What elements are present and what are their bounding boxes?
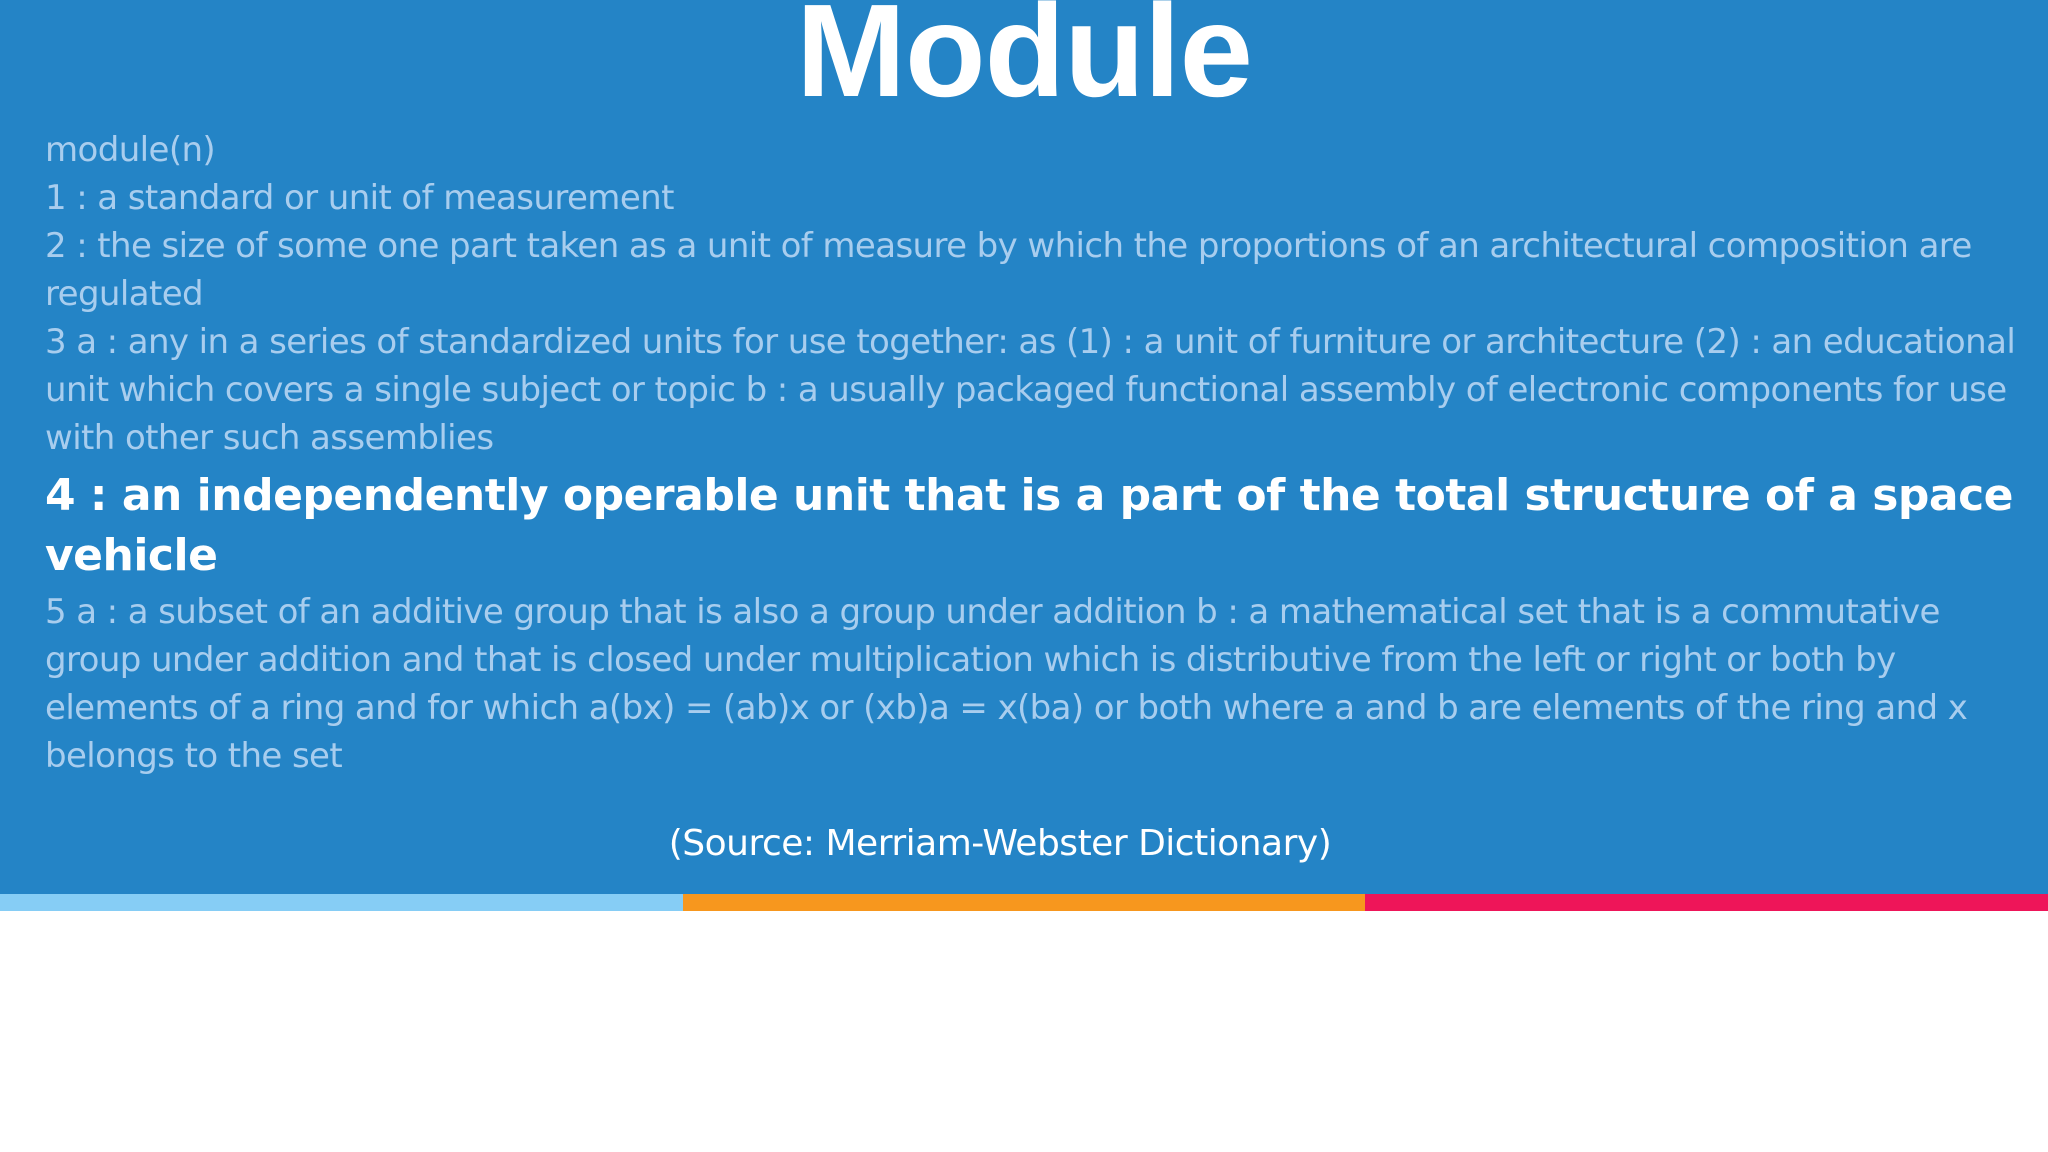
definition-5: 5 a : a subset of an additive group that is also a group under addition b : a mathematical set that is a commutative group under addition and that is closed under multiplication which is distributive from the left or right or both by elements of a ring and for which a(bx) = (ab)x or (xb)a = x(ba) or both where a and b are elements of the ring and x belongs to the set — [45, 592, 1968, 776]
definition-3: 3 a : any in a series of standardized units for use together: as (1) : a unit of furniture or architecture (2) : an educational unit which covers a single subject or topic b : a usually packaged functional assembly of electronic components for use with other such assemblies — [45, 322, 2016, 458]
stripe-segment-red — [1365, 894, 2048, 911]
definition-1: 1 : a standard or unit of measurement — [45, 178, 674, 218]
definition-2: 2 : the size of some one part taken as a unit of measure by which the proportions of an architectural composition are regulated — [45, 226, 1972, 314]
definition-list — [45, 126, 2020, 780]
stripe-segment-orange — [683, 894, 1366, 911]
color-stripe — [0, 894, 2048, 911]
definition-4-highlighted: 4 : an independently operable unit that is a part of the total structure of a space vehicle — [45, 470, 2014, 581]
source-citation: (Source: Merriam-Webster Dictionary) — [668, 823, 1332, 864]
definition-headword: module(n) — [45, 130, 216, 170]
stripe-segment-blue — [0, 894, 683, 911]
slide-title: Module — [796, 0, 1252, 124]
